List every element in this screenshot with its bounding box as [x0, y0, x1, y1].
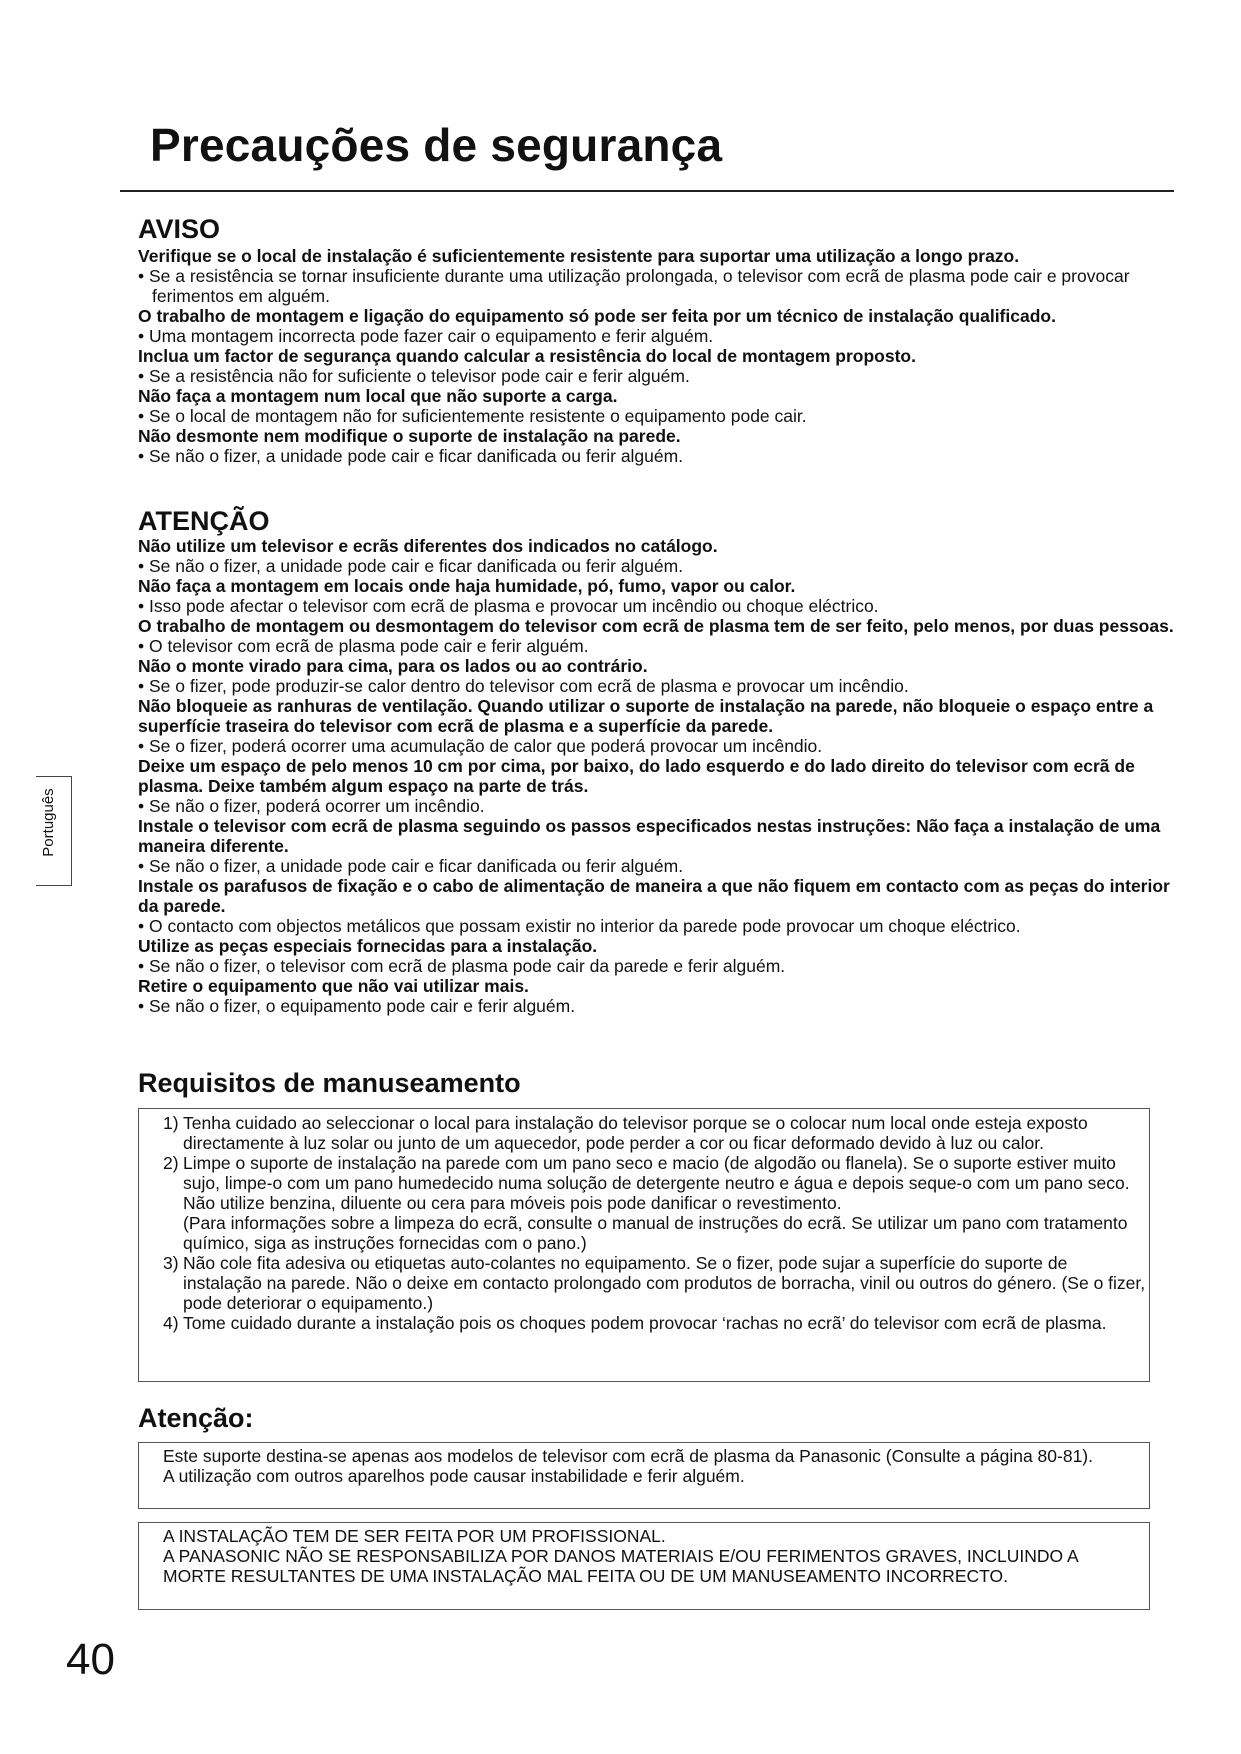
atencao-item-title: Utilize as peças especiais fornecidas para a instalação.: [138, 936, 598, 956]
warning-line: A PANASONIC NÃO SE RESPONSABILIZA POR DANOS MATERIAIS E/OU FERIMENTOS GRAVES, INCLUINDO A MORTE RESULTANTES DE UMA INSTALAÇÃO MAL FEITA OU DE UM MANUSEAMENTO INCORRECTO.: [163, 1546, 1078, 1586]
item-number: 1): [163, 1113, 179, 1133]
atencao-item-note: • Se não o fizer, a unidade pode cair e ficar danificada ou ferir alguém.: [138, 556, 684, 576]
requisitos-item: [139, 1153, 1149, 1253]
language-tab: [36, 776, 72, 886]
atencao-box-heading: Atenção:: [138, 1403, 254, 1433]
atencao-item-note: • Se o fizer, poderá ocorrer uma acumulação de calor que poderá provocar um incêndio.: [138, 736, 823, 756]
aviso-item-note: • Se não o fizer, a unidade pode cair e ficar danificada ou ferir alguém.: [138, 446, 684, 466]
aviso-item-title: Verifique se o local de instalação é suficientemente resistente para suportar uma utilização a longo prazo.: [138, 246, 1020, 266]
atencao-item-note: • O contacto com objectos metálicos que possam existir no interior da parede pode provocar um choque eléctrico.: [138, 916, 1021, 936]
professional-warning-box: [138, 1522, 1150, 1610]
item-text: Limpe o suporte de instalação na parede com um pano seco e macio (de algodão ou flanela). Se o suporte estiver muito sujo, limpe-o com um pano humedecido numa solução de detergente neutro e água e depois seque-o com um pano seco. Não utilize benzina, diluente ou cera para móveis pois pode danificar o revestimento.: [183, 1153, 1130, 1213]
atencao-item-title: Não o monte virado para cima, para os lados ou ao contrário.: [138, 656, 648, 676]
page-title: Precauções de segurança: [150, 119, 723, 171]
atencao-item-note: • Se o fizer, pode produzir-se calor dentro do televisor com ecrã de plasma e provocar um incêndio.: [138, 676, 909, 696]
atencao-item-title: Não faça a montagem em locais onde haja humidade, pó, fumo, vapor ou calor.: [138, 576, 796, 596]
title-divider: [120, 190, 1174, 192]
atencao-box-line: Este suporte destina-se apenas aos modelos de televisor com ecrã de plasma da Panasonic (Consulte a página 80-81).: [163, 1446, 1093, 1466]
requisitos-box: [138, 1108, 1150, 1382]
aviso-item-note: • Se a resistência não for suficiente o televisor pode cair e ferir alguém.: [138, 366, 690, 386]
atencao-item-note: • Se não o fizer, poderá ocorrer um incêndio.: [138, 796, 485, 816]
warning-line: A INSTALAÇÃO TEM DE SER FEITA POR UM PROFISSIONAL.: [163, 1526, 666, 1546]
item-extra-text: (Para informações sobre a limpeza do ecrã, consulte o manual de instruções do ecrã. Se utilizar um pano com tratamento químico, siga as instruções fornecidas com o pano.): [183, 1213, 1128, 1253]
atencao-item-title: O trabalho de montagem ou desmontagem do televisor com ecrã de plasma tem de ser feito, pelo menos, por duas pessoas.: [138, 616, 1174, 636]
aviso-list: [138, 246, 1178, 466]
atencao-item-note: • Se não o fizer, o equipamento pode cair e ferir alguém.: [138, 996, 576, 1016]
aviso-item-note: • Se a resistência se tornar insuficiente durante uma utilização prolongada, o televisor com ecrã de plasma pode cair e provocar ferimentos em alguém.: [138, 266, 1130, 306]
aviso-item-title: Não faça a montagem num local que não suporte a carga.: [138, 386, 618, 406]
atencao-item-note: • O televisor com ecrã de plasma pode cair e ferir alguém.: [138, 636, 589, 656]
atencao-item-note: • Se não o fizer, o televisor com ecrã de plasma pode cair da parede e ferir alguém.: [138, 956, 786, 976]
atencao-list: [138, 536, 1178, 1016]
requisitos-item: [139, 1313, 1149, 1333]
aviso-item-title: Inclua um factor de segurança quando calcular a resistência do local de montagem proposto.: [138, 346, 916, 366]
atencao-item-title: Não bloqueie as ranhuras de ventilação. Quando utilizar o suporte de instalação na parede, não bloqueie o espaço entre a superfície traseira do televisor com ecrã de plasma e a superfície da parede.: [138, 696, 1154, 736]
requisitos-item: [139, 1253, 1149, 1313]
requisitos-heading: Requisitos de manuseamento: [138, 1068, 521, 1098]
aviso-heading: AVISO: [138, 214, 221, 244]
aviso-item-note: • Se o local de montagem não for suficientemente resistente o equipamento pode cair.: [138, 406, 807, 426]
atencao-item-title: Deixe um espaço de pelo menos 10 cm por cima, por baixo, do lado esquerdo e do lado direito do televisor com ecrã de plasma. Deixe também algum espaço na parte de trás.: [138, 756, 1135, 796]
item-text: Tome cuidado durante a instalação pois os choques podem provocar ‘rachas no ecrã’ do televisor com ecrã de plasma.: [183, 1313, 1107, 1333]
aviso-item-title: Não desmonte nem modifique o suporte de instalação na parede.: [138, 426, 681, 446]
atencao-item-title: Não utilize um televisor e ecrãs diferentes dos indicados no catálogo.: [138, 536, 718, 556]
atencao-box: [138, 1442, 1150, 1509]
item-number: 4): [163, 1313, 179, 1333]
item-text: Tenha cuidado ao seleccionar o local para instalação do televisor porque se o colocar num local onde esteja exposto directamente à luz solar ou junto de um aquecedor, pode perder a cor ou ficar deformado devido à luz ou calor.: [183, 1113, 1088, 1153]
page-number: 40: [66, 1635, 115, 1684]
item-text: Não cole fita adesiva ou etiquetas auto-colantes no equipamento. Se o fizer, pode sujar a superfície do suporte de instalação na parede. Não o deixe em contacto prolongado com produtos de borracha, vinil ou outros do género. (Se o fizer, pode deteriorar o equipamento.): [183, 1253, 1146, 1313]
requisitos-item: [139, 1113, 1149, 1153]
atencao-heading: ATENÇÃO: [138, 506, 270, 536]
language-label: Português: [40, 788, 57, 857]
item-number: 2): [163, 1153, 179, 1173]
aviso-item-note: • Uma montagem incorrecta pode fazer cair o equipamento e ferir alguém.: [138, 326, 714, 346]
atencao-item-note: • Isso pode afectar o televisor com ecrã de plasma e provocar um incêndio ou choque eléctrico.: [138, 596, 879, 616]
atencao-box-line: A utilização com outros aparelhos pode causar instabilidade e ferir alguém.: [163, 1466, 745, 1486]
atencao-item-title: Instale o televisor com ecrã de plasma seguindo os passos especificados nestas instruções: Não faça a instalação de uma maneira diferente.: [138, 816, 1161, 856]
aviso-item-title: O trabalho de montagem e ligação do equipamento só pode ser feita por um técnico de instalação qualificado.: [138, 306, 1056, 326]
item-number: 3): [163, 1253, 179, 1273]
atencao-item-title: Retire o equipamento que não vai utilizar mais.: [138, 976, 529, 996]
atencao-item-title: Instale os parafusos de fixação e o cabo de alimentação de maneira a que não fiquem em contacto com as peças do interior da parede.: [138, 876, 1170, 916]
atencao-item-note: • Se não o fizer, a unidade pode cair e ficar danificada ou ferir alguém.: [138, 856, 684, 876]
